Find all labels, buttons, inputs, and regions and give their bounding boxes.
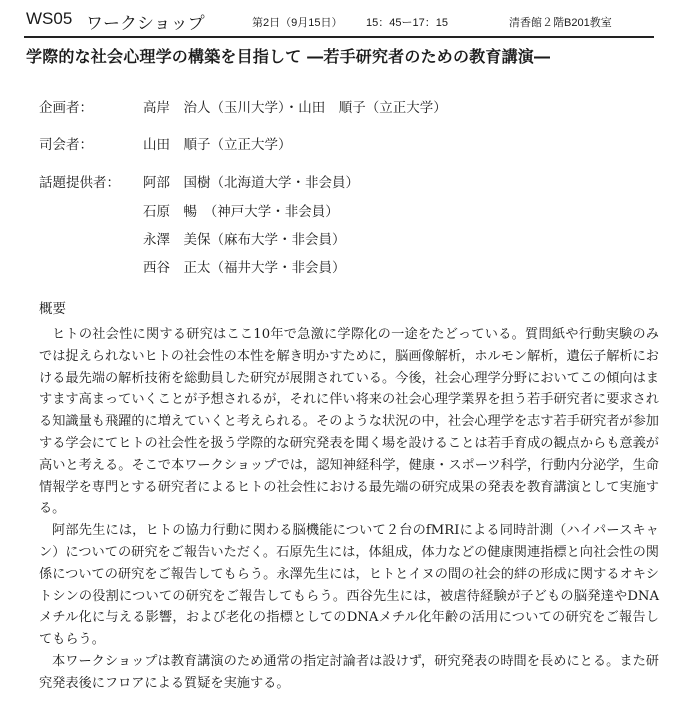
speaker-3: 永澤 美保（麻布大学・非会員） [143, 232, 346, 248]
session-type: ワークショップ [86, 14, 205, 33]
abstract-heading: 概要 [39, 301, 66, 317]
organizers-label: 企画者： [39, 100, 93, 116]
session-code: WS05 [26, 9, 73, 28]
organizers-names: 高岸 治人（玉川大学）・山田 順子（立正大学） [143, 100, 447, 116]
session-day: 第2日（9月15日） [252, 17, 343, 29]
header-divider [24, 36, 654, 38]
speakers-label: 話題提供者： [39, 175, 120, 191]
chair-label: 司会者： [39, 137, 93, 153]
speaker-4: 西谷 正太（福井大学・非会員） [143, 260, 346, 276]
chair-name: 山田 順子（立正大学） [143, 137, 292, 153]
session-time: 15：45ー17：15 [366, 17, 448, 29]
abstract-body [39, 324, 659, 695]
speaker-1: 阿部 国樹（北海道大学・非会員） [143, 175, 359, 191]
session-title: 学際的な社会心理学の構築を目指して ―若手研究者のための教育講演― [26, 47, 551, 66]
abstract-paragraph-1: ヒトの社会性に関する研究はここ10年で急激に学際化の一途をたどっている。質問紙や行動実験のみでは捉えられないヒトの社会性の本性を解き明かすために，脳画像解析，ホルモン解析，遺伝子解析における最先端の解析技術を総動員した研究が展開されている。今後，社会心理学分野においてこの傾向はますます高まっていくことが予想されるが，それに伴い将来の社会心理学業界を担う若手研究者に要求される知識量も飛躍的に増えていくと考えられる。そのような状況の中，社会心理学を志す若手研究者が参加する学会にてヒトの社会性を扱う学際的な研究発表を聞く場を設けることは若手育成の観点からも意義が高いと考える。そこで本ワークショップでは，認知神経科学，健康・スポーツ科学，行動内分泌学，生命情報学を専門とする研究者によるヒトの社会性における最先端の研究成果の発表を教育講演として実施する。 [39, 327, 659, 517]
session-header [26, 8, 654, 34]
speaker-2: 石原 暢 （神戸大学・非会員） [143, 204, 339, 220]
abstract-paragraph-3: 本ワークショップは教育講演のため通常の指定討論者は設けず，研究発表の時間を長めにとる。また研究発表後にフロアによる質疑を実施する。 [39, 653, 659, 691]
abstract-paragraph-2: 阿部先生には，ヒトの協力行動に関わる脳機能について２台のfMRIによる同時計測（ハイパースキャン）についての研究をご報告いただく。石原先生には，体組成，体力などの健康関連指標と向社会性の関係についての研究をご報告してもらう。永澤先生には，ヒトとイヌの間の社会的絆の形成に関するオキシトシンの役割についての研究をご報告してもらう。西谷先生には，被虐待経験が子どもの脳発達やDNAメチル化に与える影響，および老化の指標としてのDNAメチル化年齢の活用についての研究をご報告してもらう。 [39, 523, 659, 648]
session-venue: 清香館２階B201教室 [509, 17, 612, 29]
